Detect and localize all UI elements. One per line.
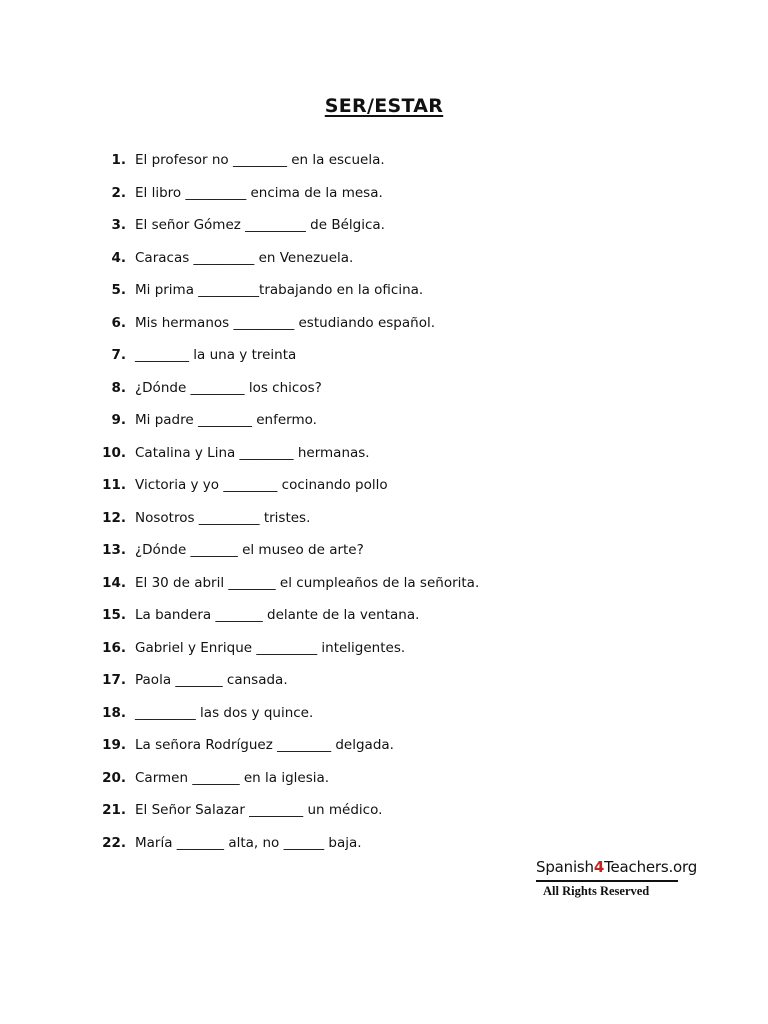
question-text: El señor Gómez _________ de Bélgica. bbox=[135, 217, 385, 234]
question-text: Mi prima _________trabajando en la oficina. bbox=[135, 282, 424, 299]
question-item bbox=[96, 794, 656, 827]
question-item bbox=[96, 697, 656, 730]
question-item bbox=[96, 372, 656, 405]
question-item bbox=[96, 404, 656, 437]
question-number: 8. bbox=[111, 379, 126, 396]
question-number: 14. bbox=[102, 574, 126, 591]
question-number: 22. bbox=[102, 834, 126, 851]
question-number: 15. bbox=[102, 607, 126, 624]
question-number: 3. bbox=[111, 217, 126, 234]
question-text: El Señor Salazar ________ un médico. bbox=[135, 802, 383, 819]
question-item bbox=[96, 307, 656, 340]
question-text: ________ la una y treinta bbox=[135, 347, 297, 364]
question-number: 16. bbox=[102, 639, 126, 656]
question-item bbox=[96, 567, 656, 600]
question-text: Gabriel y Enrique _________ inteligentes. bbox=[135, 639, 406, 656]
question-text: María _______ alta, no ______ baja. bbox=[135, 834, 362, 851]
logo-text-teachers: Teachers.org bbox=[604, 858, 698, 876]
question-item bbox=[96, 729, 656, 762]
question-item bbox=[96, 534, 656, 567]
question-number: 20. bbox=[102, 769, 126, 786]
question-text: Carmen _______ en la iglesia. bbox=[135, 769, 330, 786]
question-number: 17. bbox=[102, 672, 126, 689]
question-number: 4. bbox=[111, 249, 126, 266]
question-number: 5. bbox=[111, 282, 126, 299]
question-number: 21. bbox=[102, 802, 126, 819]
question-item bbox=[96, 209, 656, 242]
question-text: El 30 de abril _______ el cumpleaños de la señorita. bbox=[135, 574, 480, 591]
logo-underline bbox=[536, 880, 678, 882]
question-number: 19. bbox=[102, 737, 126, 754]
question-item bbox=[96, 242, 656, 275]
question-item bbox=[96, 274, 656, 307]
question-text: La bandera _______ delante de la ventana. bbox=[135, 607, 420, 624]
question-text: ¿Dónde _______ el museo de arte? bbox=[135, 542, 364, 559]
question-number: 13. bbox=[102, 542, 126, 559]
question-text: El libro _________ encima de la mesa. bbox=[135, 184, 383, 201]
spanish4teachers-logo bbox=[536, 860, 697, 875]
question-text: Caracas _________ en Venezuela. bbox=[135, 249, 354, 266]
question-number: 10. bbox=[102, 444, 126, 461]
question-item bbox=[96, 762, 656, 795]
question-item bbox=[96, 339, 656, 372]
question-text: La señora Rodríguez ________ delgada. bbox=[135, 737, 394, 754]
question-text: Catalina y Lina ________ hermanas. bbox=[135, 444, 370, 461]
question-text: Victoria y yo ________ cocinando pollo bbox=[135, 477, 388, 494]
question-text: Mi padre ________ enfermo. bbox=[135, 412, 317, 429]
question-text: Paola _______ cansada. bbox=[135, 672, 288, 689]
question-list bbox=[96, 144, 656, 859]
question-text: Nosotros _________ tristes. bbox=[135, 509, 311, 526]
rights-reserved-text: All Rights Reserved bbox=[543, 884, 650, 898]
question-number: 2. bbox=[111, 184, 126, 201]
question-item bbox=[96, 827, 656, 860]
question-text: Mis hermanos _________ estudiando español. bbox=[135, 314, 435, 331]
question-number: 9. bbox=[111, 412, 126, 429]
question-item bbox=[96, 599, 656, 632]
question-item bbox=[96, 437, 656, 470]
question-number: 18. bbox=[102, 704, 126, 721]
question-item bbox=[96, 177, 656, 210]
question-text: _________ las dos y quince. bbox=[135, 704, 314, 721]
question-number: 11. bbox=[102, 477, 126, 494]
question-number: 6. bbox=[111, 314, 126, 331]
question-number: 12. bbox=[102, 509, 126, 526]
question-item bbox=[96, 144, 656, 177]
question-number: 1. bbox=[111, 152, 126, 169]
question-text: El profesor no ________ en la escuela. bbox=[135, 152, 385, 169]
logo-text-spanish: Spanish bbox=[536, 858, 594, 876]
worksheet-title bbox=[0, 95, 768, 117]
question-item bbox=[96, 469, 656, 502]
question-item bbox=[96, 502, 656, 535]
worksheet-title-text: SER/ESTAR bbox=[324, 95, 444, 117]
question-item bbox=[96, 632, 656, 665]
question-text: ¿Dónde ________ los chicos? bbox=[135, 379, 322, 396]
logo-text-accent: 4 bbox=[593, 858, 605, 876]
question-item bbox=[96, 664, 656, 697]
question-number: 7. bbox=[111, 347, 126, 364]
